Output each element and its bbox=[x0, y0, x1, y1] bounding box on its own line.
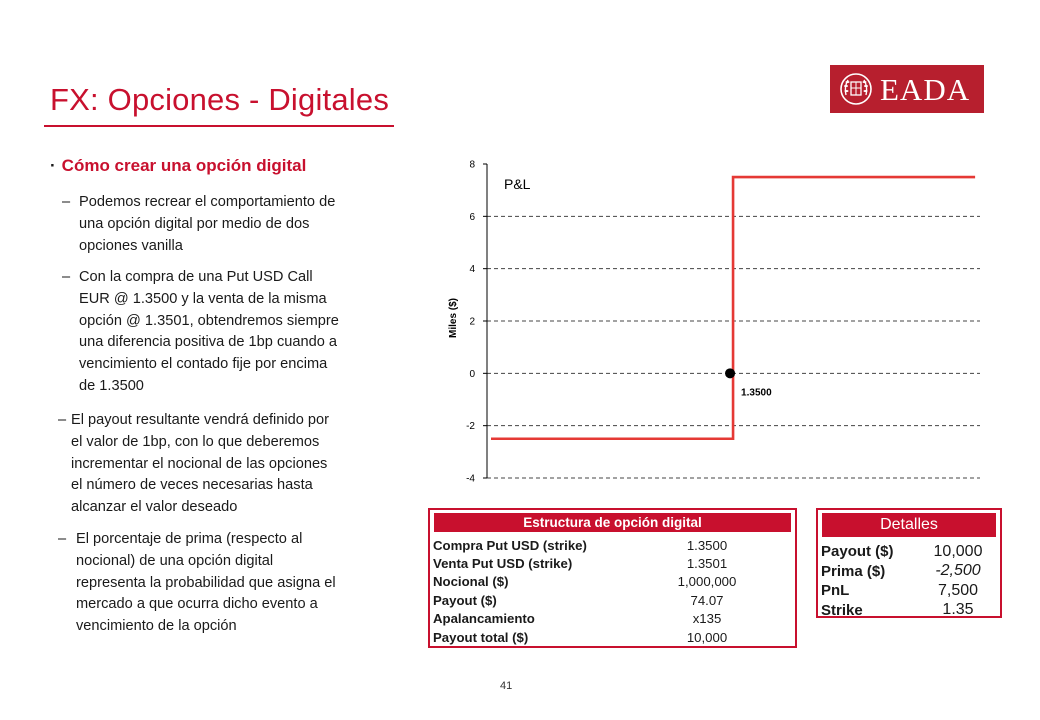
eada-logo bbox=[830, 65, 984, 113]
estructura-row bbox=[430, 591, 795, 609]
p2-line-5: vencimiento el contado fije por encima bbox=[79, 356, 328, 373]
estructura-header: Estructura de opción digital bbox=[434, 513, 791, 532]
paragraph-4: – El porcentaje de prima (respecto al nocional) de una opción digital representa la probabilidad que asigna el mercado a que ocurra dicho evento a vencimiento de la opción bbox=[58, 529, 336, 638]
detalles-row-value: 7,500 bbox=[937, 581, 979, 599]
logo-wordmark: EADA bbox=[880, 71, 971, 107]
estructura-row-value: 1.3500 bbox=[686, 537, 728, 553]
p4-line-5: vencimiento de la opción bbox=[76, 618, 237, 635]
estructura-row-label: Nocional ($) bbox=[433, 574, 509, 590]
p1-line-3: opciones vanilla bbox=[79, 237, 183, 254]
y-tick-label: -4 bbox=[466, 473, 475, 485]
detalles-table bbox=[816, 508, 1002, 618]
estructura-row-value: 1.3501 bbox=[686, 556, 728, 572]
p2-line-3: opción @ 1.3501, obtendremos siempre bbox=[79, 312, 339, 329]
y-tick-label: 2 bbox=[469, 316, 475, 328]
laurel-seal-icon bbox=[838, 69, 874, 109]
detalles-row bbox=[818, 601, 1000, 621]
pl-chart bbox=[440, 150, 985, 490]
paragraph-3: – El payout resultante vendrá definido por el valor de 1bp, con lo que deberemos incrementar el nocional de las opciones el número de veces necesarias hasta alcanzar el valor deseado bbox=[58, 410, 329, 519]
p4-line-3: representa la probabilidad que asigna el bbox=[76, 574, 336, 591]
p2-line-6: de 1.3500 bbox=[79, 377, 144, 394]
p3-line-2: el valor de 1bp, con lo que deberemos bbox=[71, 433, 320, 450]
detalles-row bbox=[818, 562, 1000, 582]
estructura-row-value: 1,000,000 bbox=[677, 574, 737, 590]
estructura-row-label: Payout ($) bbox=[433, 592, 497, 608]
estructura-row bbox=[430, 628, 795, 646]
estructura-row-value: x135 bbox=[692, 611, 722, 627]
y-tick-label: -2 bbox=[466, 421, 475, 433]
section-heading bbox=[50, 156, 306, 176]
p3-line-4: el número de veces necesarias hasta bbox=[71, 477, 313, 494]
estructura-row bbox=[430, 573, 795, 591]
y-tick-label: 4 bbox=[469, 264, 475, 276]
detalles-row-value: 10,000 bbox=[933, 542, 983, 560]
strike-label: 1.3500 bbox=[741, 387, 772, 399]
bullet-dot: · bbox=[50, 156, 56, 175]
estructura-row bbox=[430, 554, 795, 572]
p3-line-1: El payout resultante vendrá definido por bbox=[71, 412, 329, 428]
paragraph-1: – Podemos recrear el comportamiento de una opción digital por medio de dos opciones vanilla bbox=[62, 192, 335, 257]
estructura-row-value: 10,000 bbox=[686, 629, 728, 645]
paragraph-2: – Con la compra de una Put USD Call EUR @ 1.3500 y la venta de la misma opción @ 1.3501, obtendremos siempre una diferencia positiva de 1bp cuando a vencimiento el contado fije por encima de 1.3500 bbox=[62, 267, 339, 398]
detalles-row bbox=[818, 581, 1000, 601]
y-ticks bbox=[466, 160, 487, 485]
p4-line-2: nocional) de una opción digital bbox=[76, 552, 274, 569]
estructura-row bbox=[430, 610, 795, 628]
y-tick-label: 0 bbox=[469, 368, 475, 380]
detalles-row-value: 1.35 bbox=[942, 601, 974, 619]
y-tick-label: 8 bbox=[469, 159, 475, 171]
estructura-row bbox=[430, 536, 795, 554]
estructura-row-label: Venta Put USD (strike) bbox=[433, 556, 573, 572]
heading-text: Cómo crear una opción digital bbox=[61, 156, 307, 175]
p1-line-2: una opción digital por medio de dos bbox=[79, 215, 310, 232]
detalles-row-label: Strike bbox=[821, 601, 863, 619]
p3-line-3: incrementar el nocional de las opciones bbox=[71, 455, 328, 472]
detalles-row-value: -2,500 bbox=[935, 562, 981, 580]
detalles-row-label: Payout ($) bbox=[821, 543, 894, 561]
detalles-header: Detalles bbox=[822, 513, 996, 537]
estructura-row-label: Compra Put USD (strike) bbox=[433, 537, 587, 553]
estructura-row-label: Payout total ($) bbox=[433, 629, 529, 645]
chart-title: P&L bbox=[504, 176, 531, 192]
estructura-row-label: Apalancamiento bbox=[433, 611, 535, 627]
detalles-row bbox=[818, 542, 1000, 562]
slide-title: FX: Opciones - Digitales bbox=[50, 82, 390, 117]
y-tick-label: 6 bbox=[469, 211, 475, 223]
p3-line-5: alcanzar el valor deseado bbox=[71, 499, 238, 516]
detalles-row-label: PnL bbox=[821, 582, 850, 600]
p1-line-1: Podemos recrear el comportamiento de bbox=[79, 194, 336, 210]
p4-line-4: mercado a que ocurra dicho evento a bbox=[76, 596, 318, 613]
detalles-row-label: Prima ($) bbox=[821, 562, 886, 580]
title-underline bbox=[44, 125, 394, 127]
p2-line-1: Con la compra de una Put USD Call bbox=[79, 269, 313, 285]
estructura-table bbox=[428, 508, 797, 648]
y-axis-label: Miles ($) bbox=[448, 297, 459, 339]
p4-line-1: El porcentaje de prima (respecto al bbox=[76, 531, 303, 547]
p2-line-2: EUR @ 1.3500 y la venta de la misma bbox=[79, 290, 327, 307]
p2-line-4: una diferencia positiva de 1bp cuando a bbox=[79, 334, 338, 351]
estructura-row-value: 74.07 bbox=[690, 592, 724, 608]
strike-marker bbox=[725, 368, 735, 378]
page-number: 41 bbox=[500, 680, 513, 692]
